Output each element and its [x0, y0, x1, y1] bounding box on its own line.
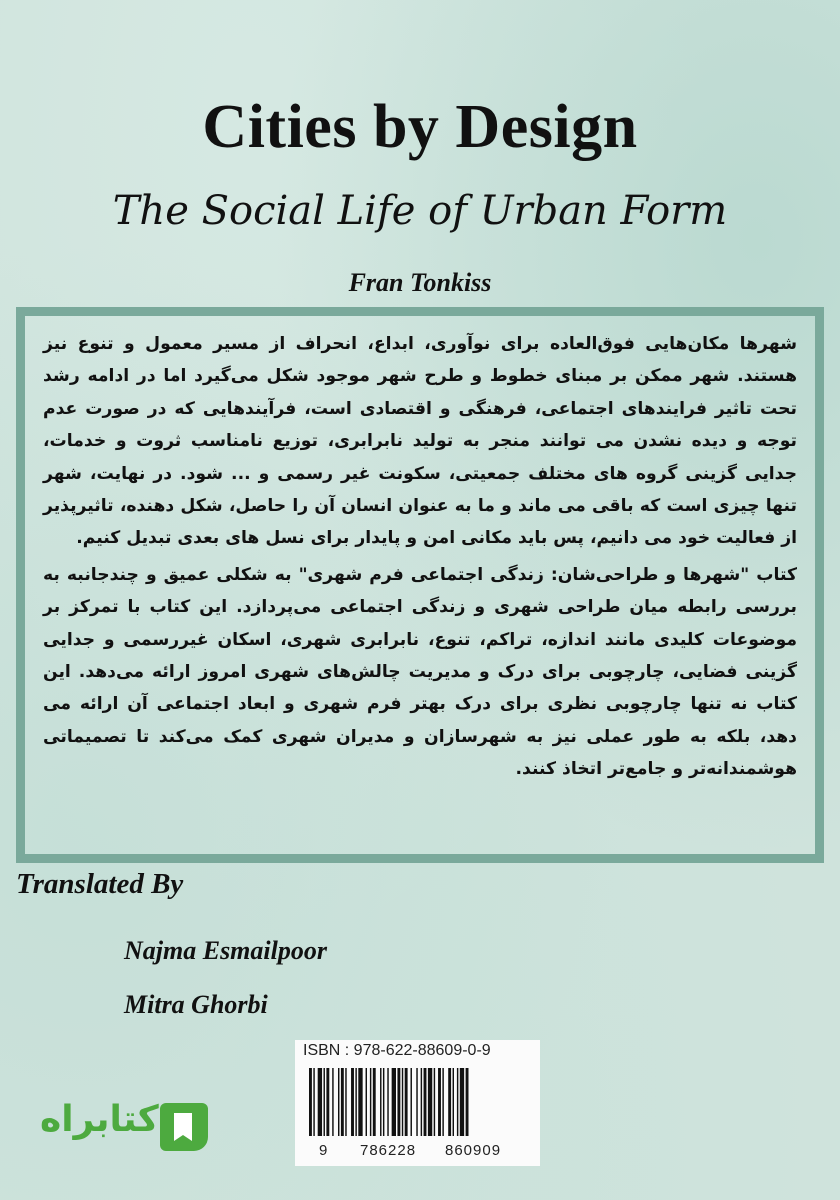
barcode-bar	[373, 1068, 376, 1136]
barcode-image	[303, 1068, 523, 1140]
barcode-bar	[392, 1068, 396, 1136]
book-bookmark-icon	[156, 1097, 212, 1153]
barcode-bar	[358, 1068, 362, 1136]
barcode-bar	[345, 1068, 346, 1136]
barcode-bar	[366, 1068, 367, 1136]
barcode-bar	[416, 1068, 417, 1136]
barcode-bar	[411, 1068, 412, 1136]
description-text	[43, 328, 797, 790]
barcode-panel	[295, 1040, 540, 1166]
barcode-bar	[466, 1068, 469, 1136]
barcode-bar	[421, 1068, 422, 1136]
barcode-bar	[332, 1068, 333, 1136]
barcode-bar	[397, 1068, 400, 1136]
book-subtitle: The Social Life of Urban Form	[112, 188, 728, 234]
translated-by-label: Translated By	[16, 868, 184, 900]
barcode-bar	[424, 1068, 427, 1136]
barcode-bar	[370, 1068, 371, 1136]
barcode-bar	[338, 1068, 339, 1136]
barcode-bar	[387, 1068, 388, 1136]
description-frame	[16, 307, 824, 863]
barcode-digits-group-2: 860909	[445, 1142, 502, 1159]
translator-1: Najma Esmailpoor	[124, 936, 327, 965]
publisher-name: کتابراه	[40, 1099, 159, 1140]
barcode-bar	[460, 1068, 464, 1136]
barcode-bar	[313, 1068, 314, 1136]
barcode-bar	[355, 1068, 356, 1136]
barcode-bar	[318, 1068, 322, 1136]
description-paragraph-2: کتاب "شهرها و طراحی‌شان: زندگی اجتماعی فرم شهری" به شکلی عمیق و چندجانبه به بررسی رابطه میان طراحی شهری و زندگی اجتماعی می‌پردازد. این کتاب با تمرکز بر موضوعات کلیدی مانند اندازه، تراکم، تنوع، نابرابری شهری، اسکان غیررسمی و جدایی گزینی فضایی، چارچوبی برای درک و مدیریت چالش‌های شهری امروز ارائه می‌دهد. این کتاب نه تنها چارچوبی نظری برای درک بهتر فرم شهری و ابعاد اجتماعی آن ارائه می دهد، بلکه به طور عملی نیز به شهرسازان و مدیران شهری کمک می‌کند تا تصمیماتی هوشمندانه‌تر و جامع‌تر اتخاذ کنند.	[43, 564, 797, 780]
barcode-bar	[326, 1068, 329, 1136]
description-paragraph-1: شهرها مکان‌هایی فوق‌العاده برای نوآوری، ابداع، انحراف از مسیر معمول و تنوع نیز هستند. شهر ممکن بر مبنای خطوط و طرح شهر موجود شکل می‌گیرد اما در ادامه رشد تحت تاثیر فرایندهای اجتماعی، فرهنگی و اقتصادی است، فرآیندهایی که در صورت عدم توجه و دیده نشدن می توانند منجر به تولید نابرابری، توزیع نامناسب ثروت و خدمات، جدایی گزینی گروه های مختلف جمعیتی، سکونت غیر رسمی و ... شود. در نهایت، شهر تنها چیزی است که باقی می ماند و ما به عنوان انسان آن را حاصل، شکل دهنده، تاثیرپذیر از فعالیت خود می دانیم، پس باید مکانی امن و پایدار برای نسل های بعدی تبدیل کنیم.	[43, 334, 797, 549]
barcode-bar	[453, 1068, 454, 1136]
barcode-digit-lead: 9	[319, 1142, 328, 1159]
barcode-bar	[324, 1068, 325, 1136]
barcode-bar	[438, 1068, 441, 1136]
barcode-bar	[380, 1068, 381, 1136]
barcode-bar	[428, 1068, 432, 1136]
translator-2: Mitra Ghorbi	[124, 990, 268, 1019]
barcode-bar	[341, 1068, 344, 1136]
barcode-bar	[383, 1068, 384, 1136]
barcode-bar	[405, 1068, 408, 1136]
book-title: Cities by Design	[202, 93, 638, 161]
barcode-bar	[448, 1068, 451, 1136]
publisher-logo	[40, 1093, 220, 1155]
barcode-bar	[442, 1068, 443, 1136]
barcode-bar	[309, 1068, 312, 1136]
isbn-label: ISBN : 978-622-88609-0-9	[303, 1042, 491, 1059]
barcode-digits-group-1: 786228	[360, 1142, 417, 1159]
book-author: Fran Tonkiss	[348, 268, 492, 297]
barcode-bar	[434, 1068, 435, 1136]
barcode-bar	[402, 1068, 403, 1136]
barcode-bar	[457, 1068, 458, 1136]
barcode-bar	[351, 1068, 354, 1136]
